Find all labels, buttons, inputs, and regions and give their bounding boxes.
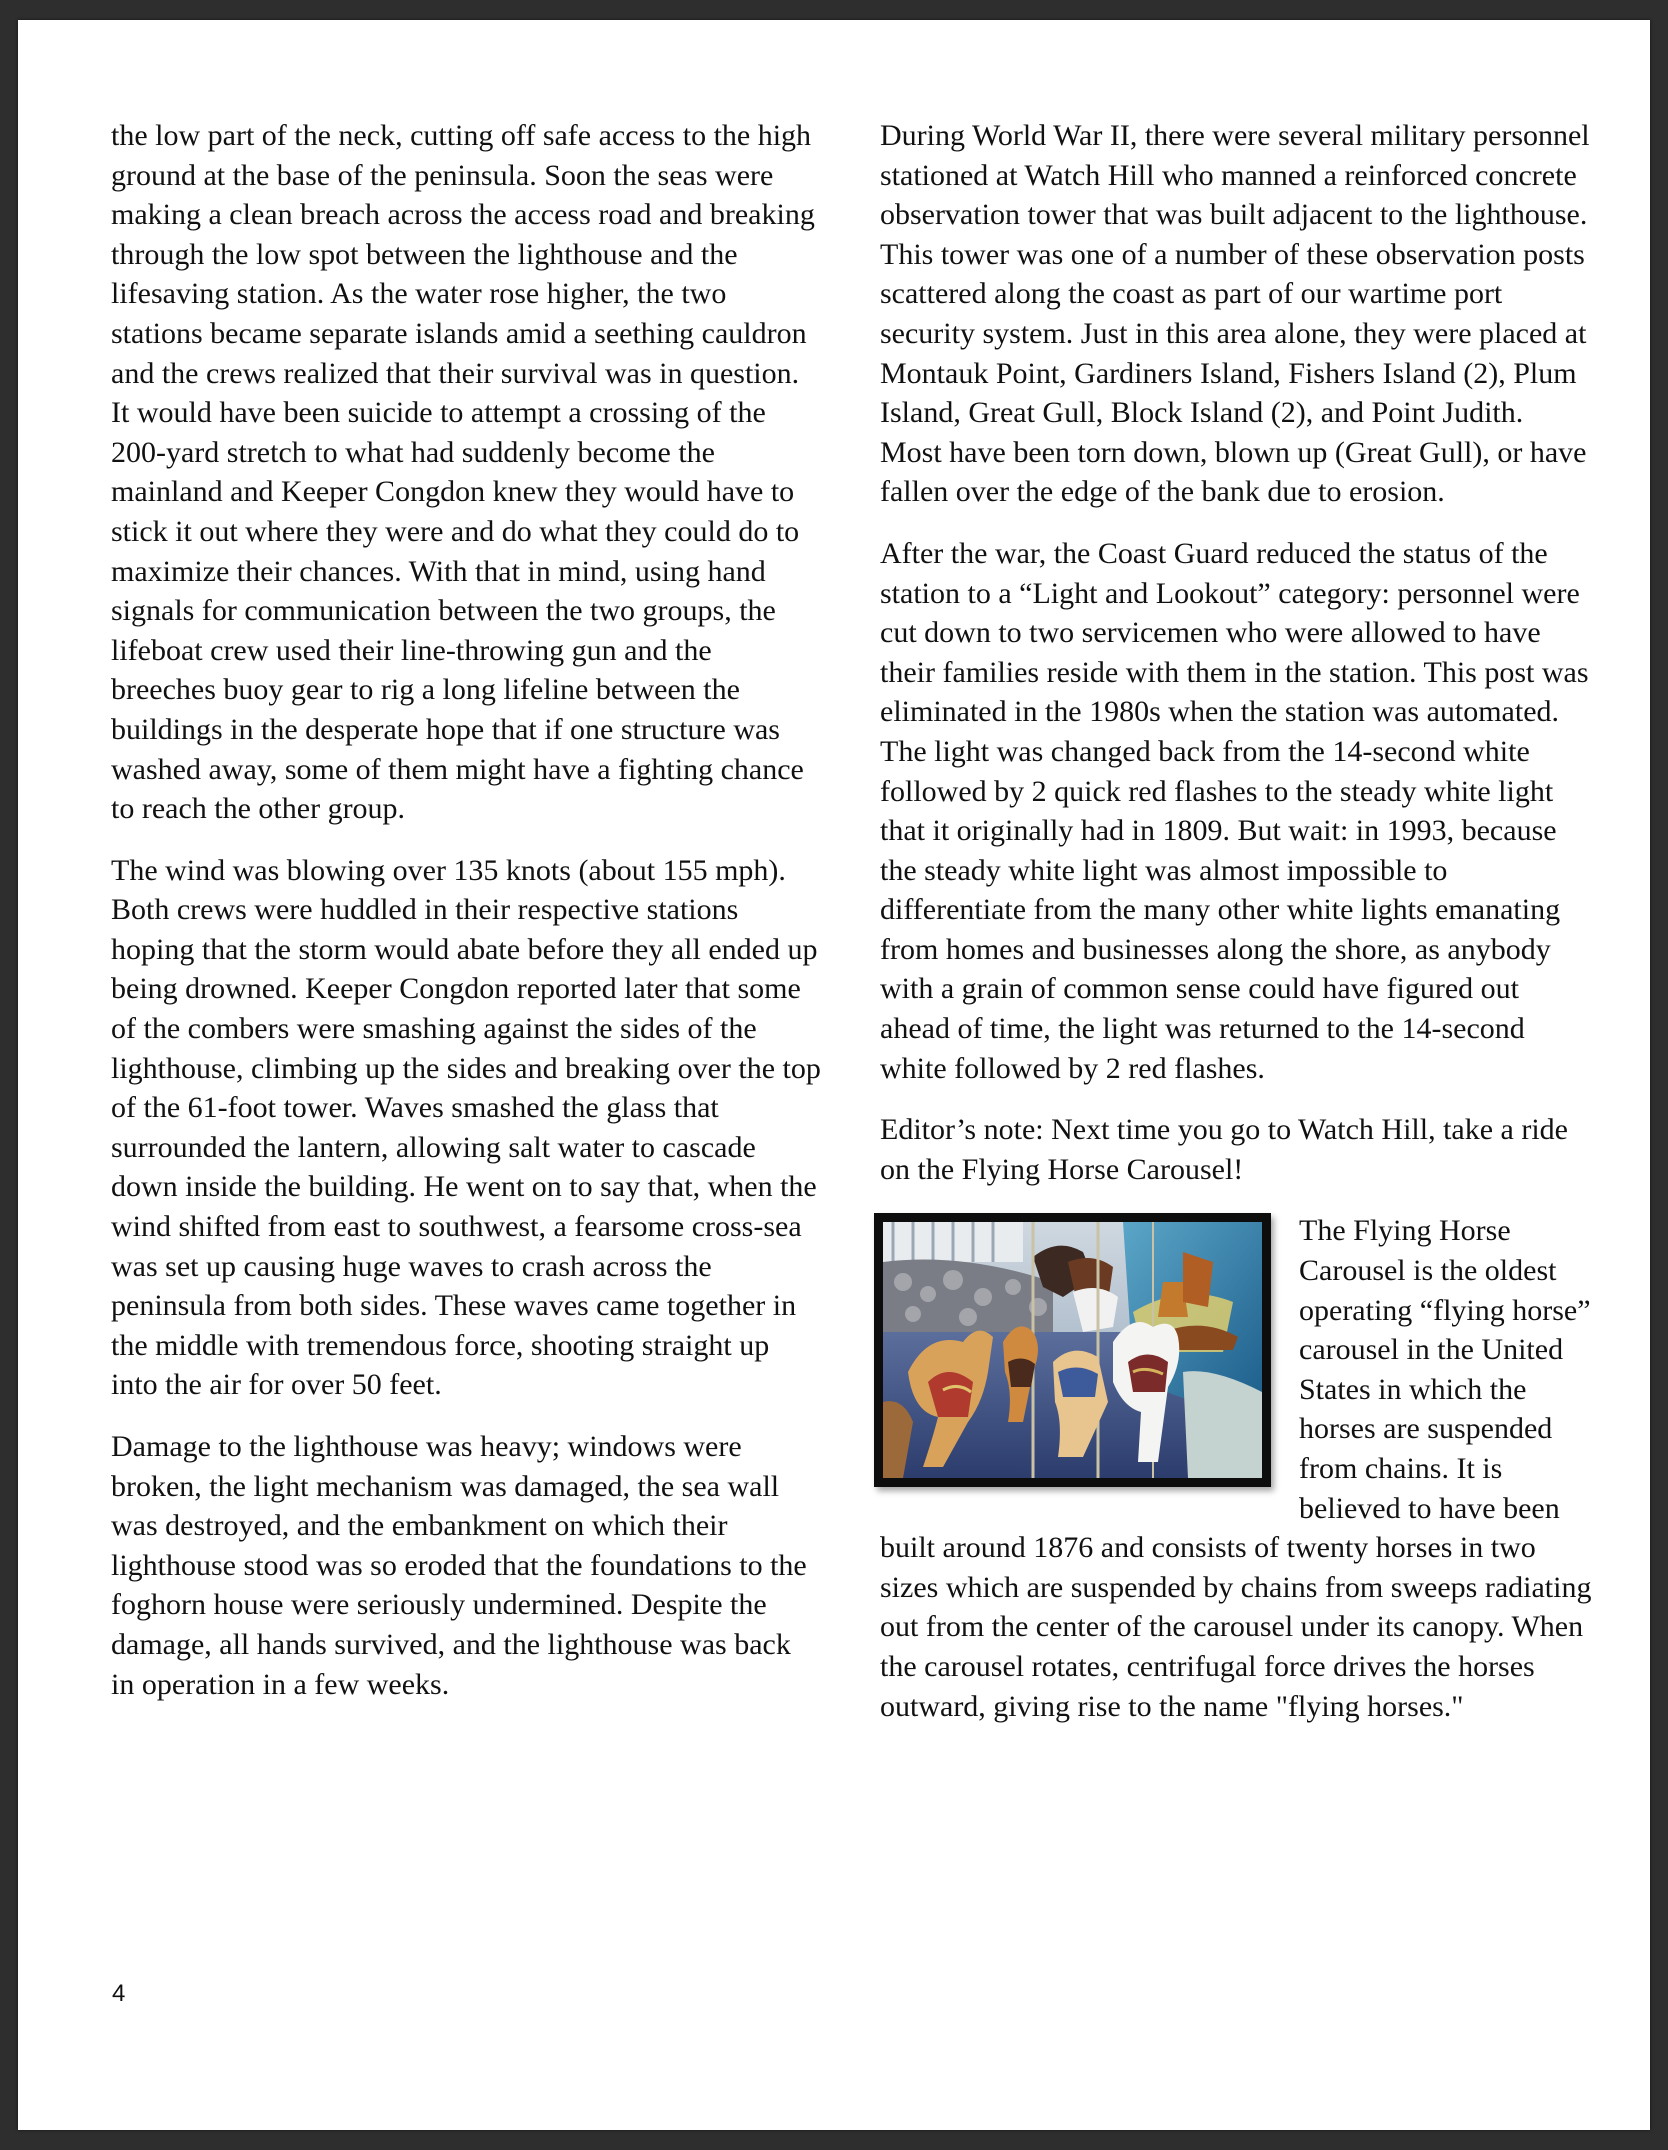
paragraph: Damage to the lighthouse was heavy; windows were broken, the light mechanism was damaged, the sea wall was destroyed, and the embankment on which their lighthouse stood was so eroded that the foundations to the foghorn house were seriously undermined. Despite the damage, all hands survived, and the lighthouse was back in operation in a few weeks. bbox=[111, 1430, 807, 1701]
left-column bbox=[111, 116, 821, 1726]
paragraph: During World War II, there were several military personnel stationed at Watch Hill who manned a reinforced concrete observation tower that was built adjacent to the lighthouse. This tower was one of a number of these observation posts scattered along the coast as part of our wartime port security system. Just in this area alone, they were placed at Montauk Point, Gardiners Island, Fishers Island (2), Plum Island, Great Gull, Block Island (2), and Point Judith. Most have been torn down, blown up (Great Gull), or have fallen over the edge of the bank due to erosion. bbox=[880, 119, 1590, 509]
carousel-section bbox=[880, 1211, 1592, 1726]
paragraph: the low part of the neck, cutting off safe access to the high ground at the base of the peninsula. Soon the seas were making a clean breach across the access road and breaking through the low spot between the lighthouse and the lifesaving station. As the water rose higher, the two stations became separate islands amid a seething cauldron and the crews realized that their survival was in question. It would have been suicide to attempt a crossing of the 200-yard stretch to what had suddenly become the mainland and Keeper Congdon knew they would have to stick it out where they were and do what they could do to maximize their chances. With that in mind, using hand signals for communication between the two groups, the lifeboat crew used their line-throwing gun and the breeches buoy gear to rig a long lifeline between the buildings in the desperate hope that if one structure was washed away, some of them might have a fighting chance to reach the other group. bbox=[111, 119, 815, 826]
carousel-image bbox=[874, 1213, 1271, 1487]
right-column bbox=[880, 116, 1592, 1748]
paragraph: Editor’s note: Next time you go to Watch Hill, take a ride on the Flying Horse Carousel! bbox=[880, 1113, 1568, 1186]
paragraph: The wind was blowing over 135 knots (about 155 mph). Both crews were huddled in their respective stations hoping that the storm would abate before they all ended up being drowned. Keeper Congdon reported later that some of the combers were smashing against the sides of the lighthouse, climbing up the sides and breaking over the top of the 61-foot tower. Waves smashed the glass that surrounded the lantern, allowing salt water to cascade down inside the building. He went on to say that, when the wind shifted from east to southwest, a fearsome cross-sea was set up causing huge waves to crash across the peninsula from both sides. These waves came together in the middle with tremendous force, shooting straight up into the air for over 50 feet. bbox=[111, 853, 821, 1402]
carousel-painting-icon bbox=[883, 1222, 1262, 1478]
page-number: 4 bbox=[112, 1980, 126, 2007]
paragraph: After the war, the Coast Guard reduced the status of the station to a “Light and Lookout” category: personnel were cut down to two servicemen who were allowed to have their families reside with them in the station. This post was eliminated in the 1980s when the station was automated. The light was changed back from the 14-second white followed by 2 quick red flashes to the steady white light that it originally had in 1809. But wait: in 1993, because the steady white light was almost impossible to differentiate from the many other white lights emanating from homes and businesses along the shore, as anybody with a grain of common sense could have figured out ahead of time, the light was returned to the 14-second white followed by 2 red flashes. bbox=[880, 536, 1589, 1085]
document-page bbox=[18, 20, 1650, 2130]
carousel-paragraph: The Flying Horse Carousel is the oldest operating “flying horse” carousel in the United States in which the horses are suspended from chains. It is believed to have been built around 1876 and consists of twenty horses in two sizes which are suspended by chains from sweeps radiating out from the center of the carousel under its canopy. When the carousel rotates, centrifugal force drives the horses outward, giving rise to the name "flying horses." bbox=[880, 1214, 1592, 1723]
